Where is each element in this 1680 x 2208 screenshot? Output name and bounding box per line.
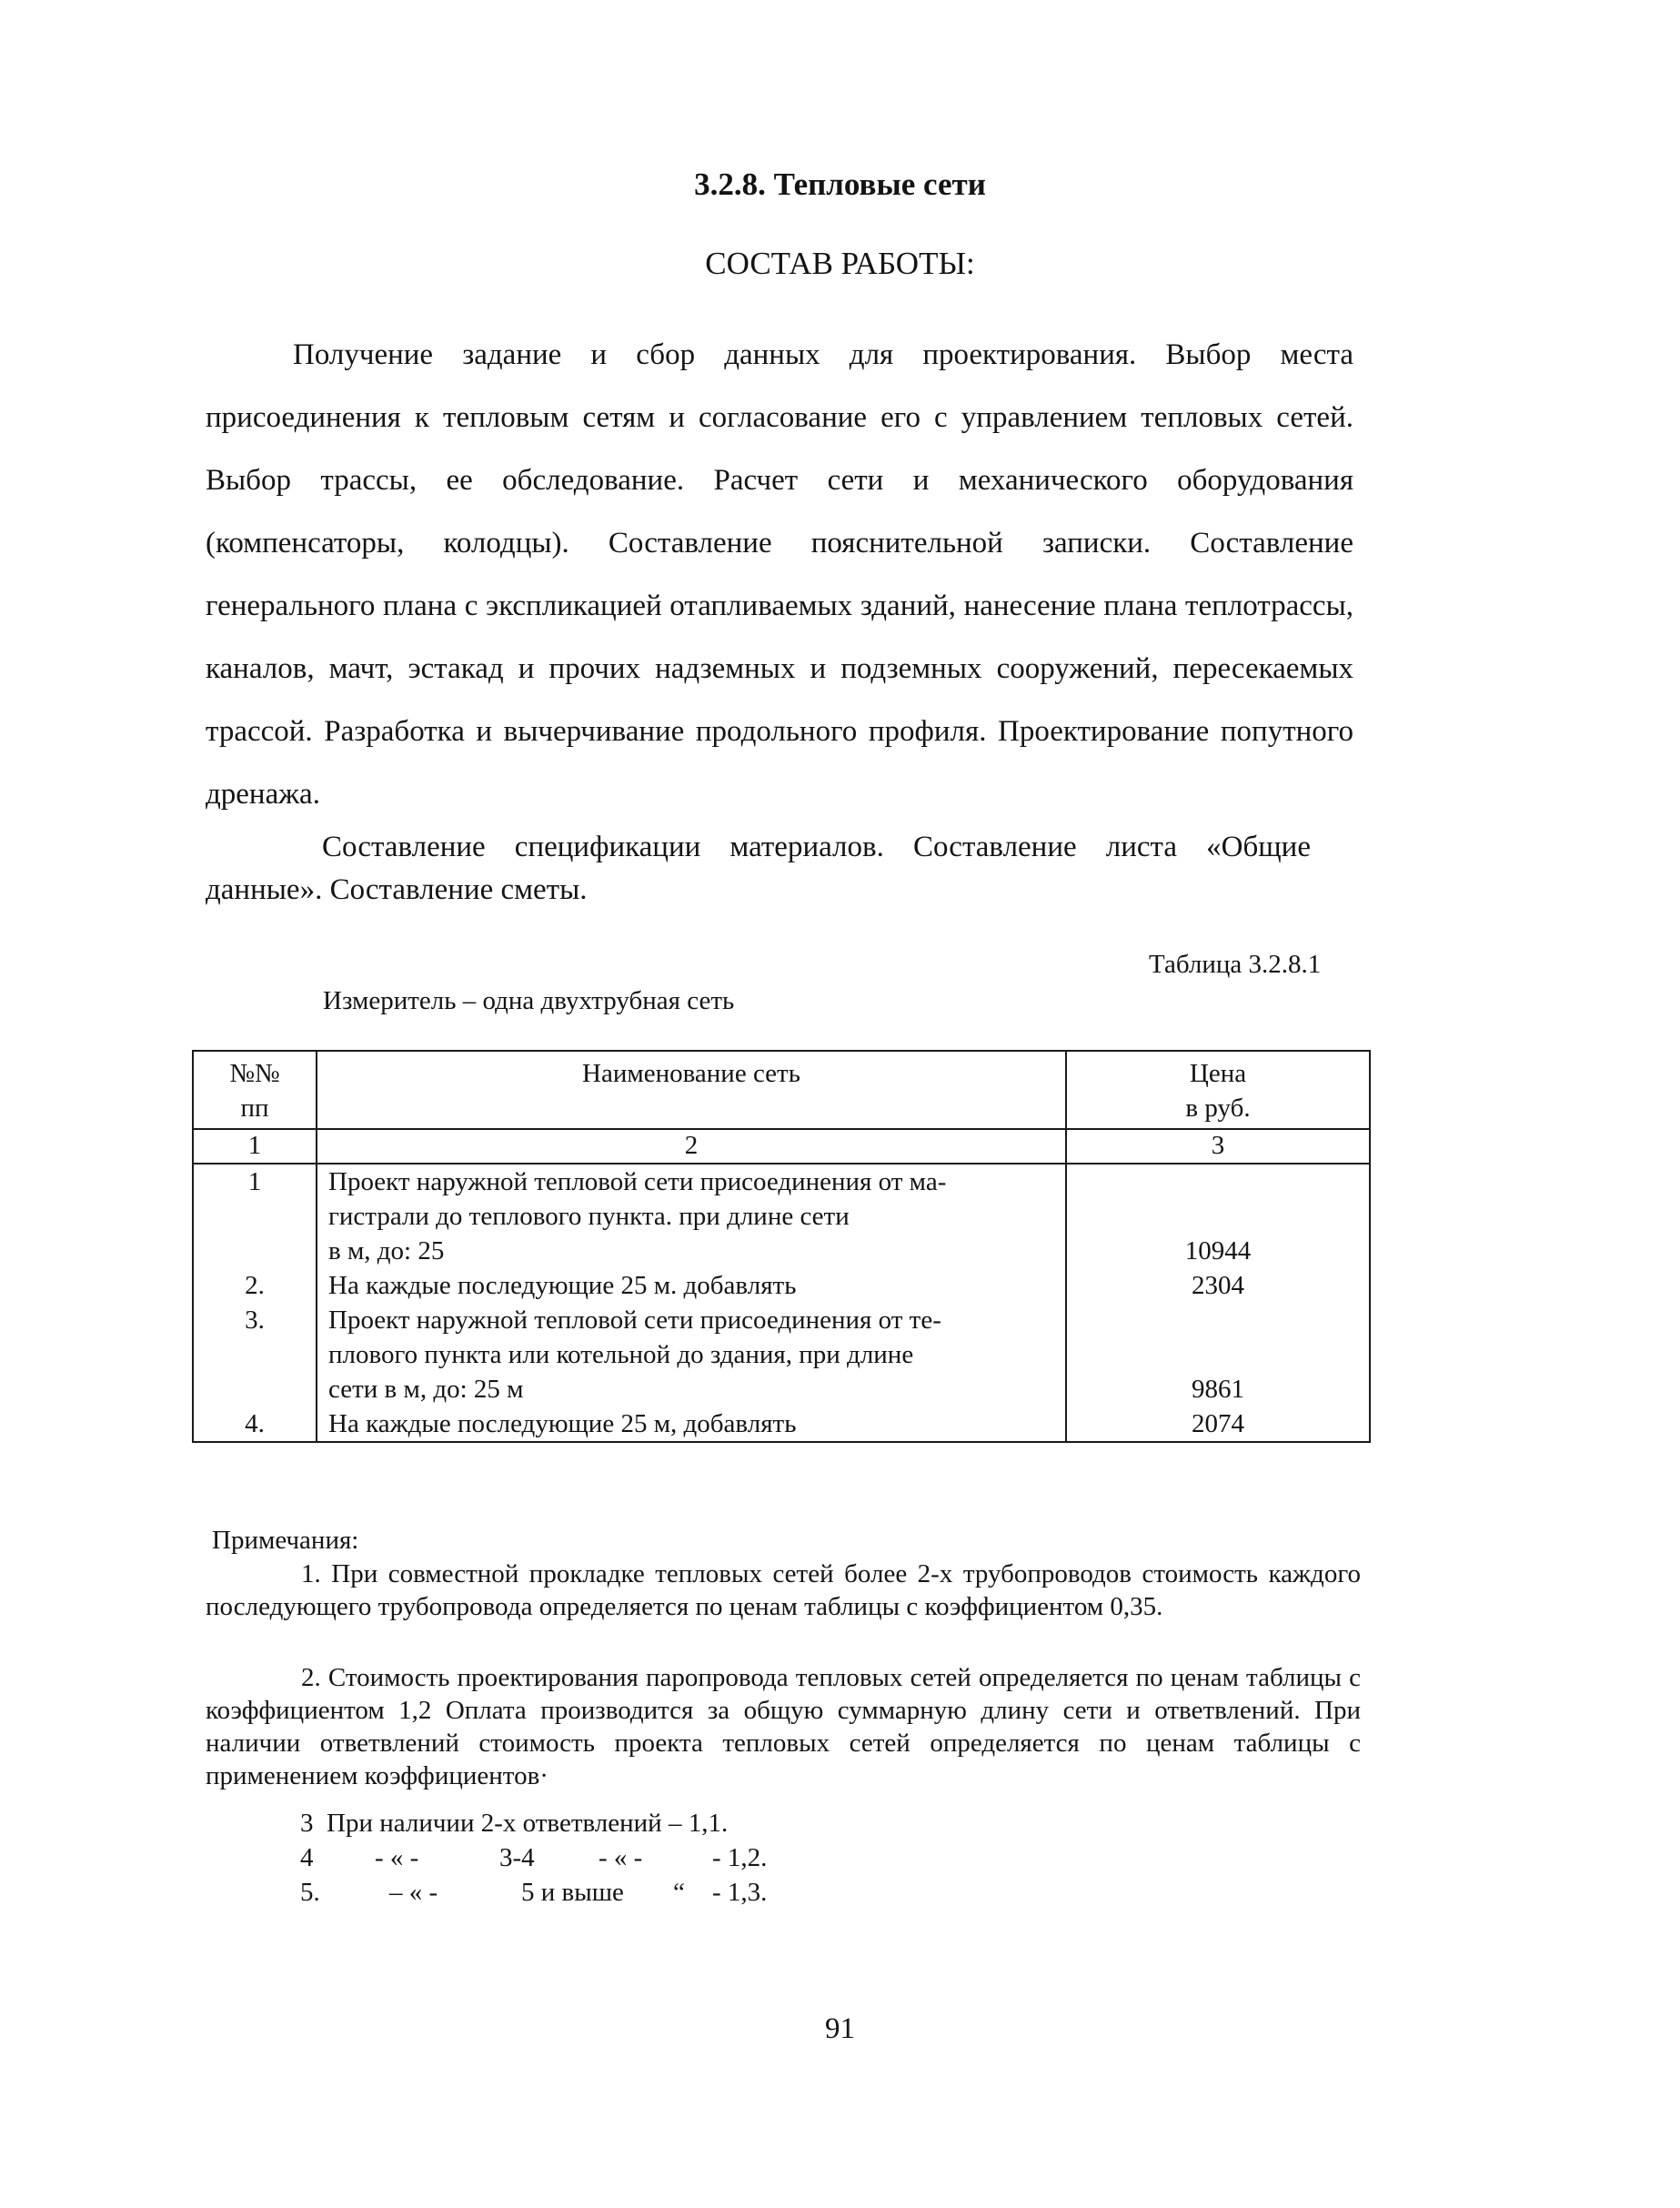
- row-4-price: 2074: [1192, 1409, 1244, 1438]
- row-1-line-1: Проект наружной тепловой сети присоединения от ма-: [328, 1167, 947, 1196]
- work-composition-heading: СОСТАВ РАБОТЫ:: [705, 246, 975, 281]
- row-3-line-1: Проект наружной тепловой сети присоединения от те-: [328, 1306, 941, 1335]
- header-price: Цена в руб.: [1066, 1051, 1370, 1129]
- header-number: №№ пп: [193, 1051, 317, 1129]
- row-1-price: 10944: [1184, 1236, 1252, 1265]
- work-description-paragraph: Получение задание и сбор данных для проектирования. Выбор места присоединения к тепловым сетям и согласование его с управлением тепловых сетей. Выбор трассы, ее обследование. Расчет сети и механического оборудования (компенсаторы, колодцы). Составление пояснительной записки. Составление генерального плана с экспликацией отапливаемых зданий, нанесение плана теплотрассы, каналов, мачт, эстакад и прочих надземных и подземных сооружений, пересекаемых трассой. Разработка и вычерчивание продольного профиля. Проектирование попутного дренажа.: [206, 338, 1353, 811]
- row-2-price: 2304: [1192, 1271, 1244, 1300]
- table-header-row: [193, 1051, 1370, 1129]
- row-names-column: [317, 1164, 1066, 1442]
- price-table: [192, 1050, 1371, 1443]
- table-meter: Измеритель – одна двухтрубная сеть: [323, 986, 735, 1015]
- row-3-price: 9861: [1192, 1375, 1244, 1404]
- row-3-line-3: сети в м, до: 25 м: [328, 1375, 524, 1404]
- table-body-row: [193, 1164, 1370, 1442]
- row-1-line-3: в м, до: 25: [328, 1236, 445, 1265]
- row-1-line-2: гистрали до теплового пункта. при длине сети: [328, 1202, 850, 1231]
- index-cell: 2: [317, 1129, 1066, 1164]
- coefficient-line-2: 4 - « - 3-4 - « - - 1,2.: [300, 1843, 768, 1872]
- index-cell: 3: [1066, 1129, 1370, 1164]
- header-name: Наименование сеть: [317, 1051, 1066, 1129]
- note-2: 2. Стоимость проектирования паропровода тепловых сетей определяется по ценам таблицы с коэффициентом 1,2 Оплата производится за общую суммарную длину сети и ответвлений. При наличии ответвлений стоимость проекта тепловых сетей определяется по ценам таблицы с применением коэффициентов·: [206, 1663, 1361, 1790]
- note-1: 1. При совместной прокладке тепловых сетей более 2-х трубопроводов стоимость каждого последующего трубопровода определяется по ценам таблицы с коэффициентом 0,35.: [206, 1559, 1361, 1621]
- table-index-row: [193, 1129, 1370, 1164]
- page-number: 91: [825, 2012, 855, 2045]
- row-prices-column: [1066, 1164, 1370, 1442]
- row-numbers-column: 1 2. 3. 4.: [193, 1164, 317, 1442]
- row-3-line-2: плового пункта или котельной до здания, при длине: [328, 1340, 914, 1369]
- coefficient-line-3: 5. – « - 5 и выше “ - 1,3.: [300, 1878, 768, 1907]
- coefficient-line-1: 3 При наличии 2-х ответвлений – 1,1.: [300, 1809, 729, 1838]
- notes-title: Примечания:: [212, 1526, 359, 1555]
- additional-work-paragraph: Составление спецификации материалов. Составление листа «Общие данные». Составление сметы.: [206, 831, 1311, 906]
- section-heading: 3.2.8. Тепловые сети: [694, 166, 986, 202]
- index-cell: 1: [193, 1129, 317, 1164]
- row-4-line-1: На каждые последующие 25 м, добавлять: [328, 1409, 797, 1438]
- table-caption: Таблица 3.2.8.1: [1149, 950, 1322, 979]
- row-2-line-1: На каждые последующие 25 м. добавлять: [328, 1271, 797, 1300]
